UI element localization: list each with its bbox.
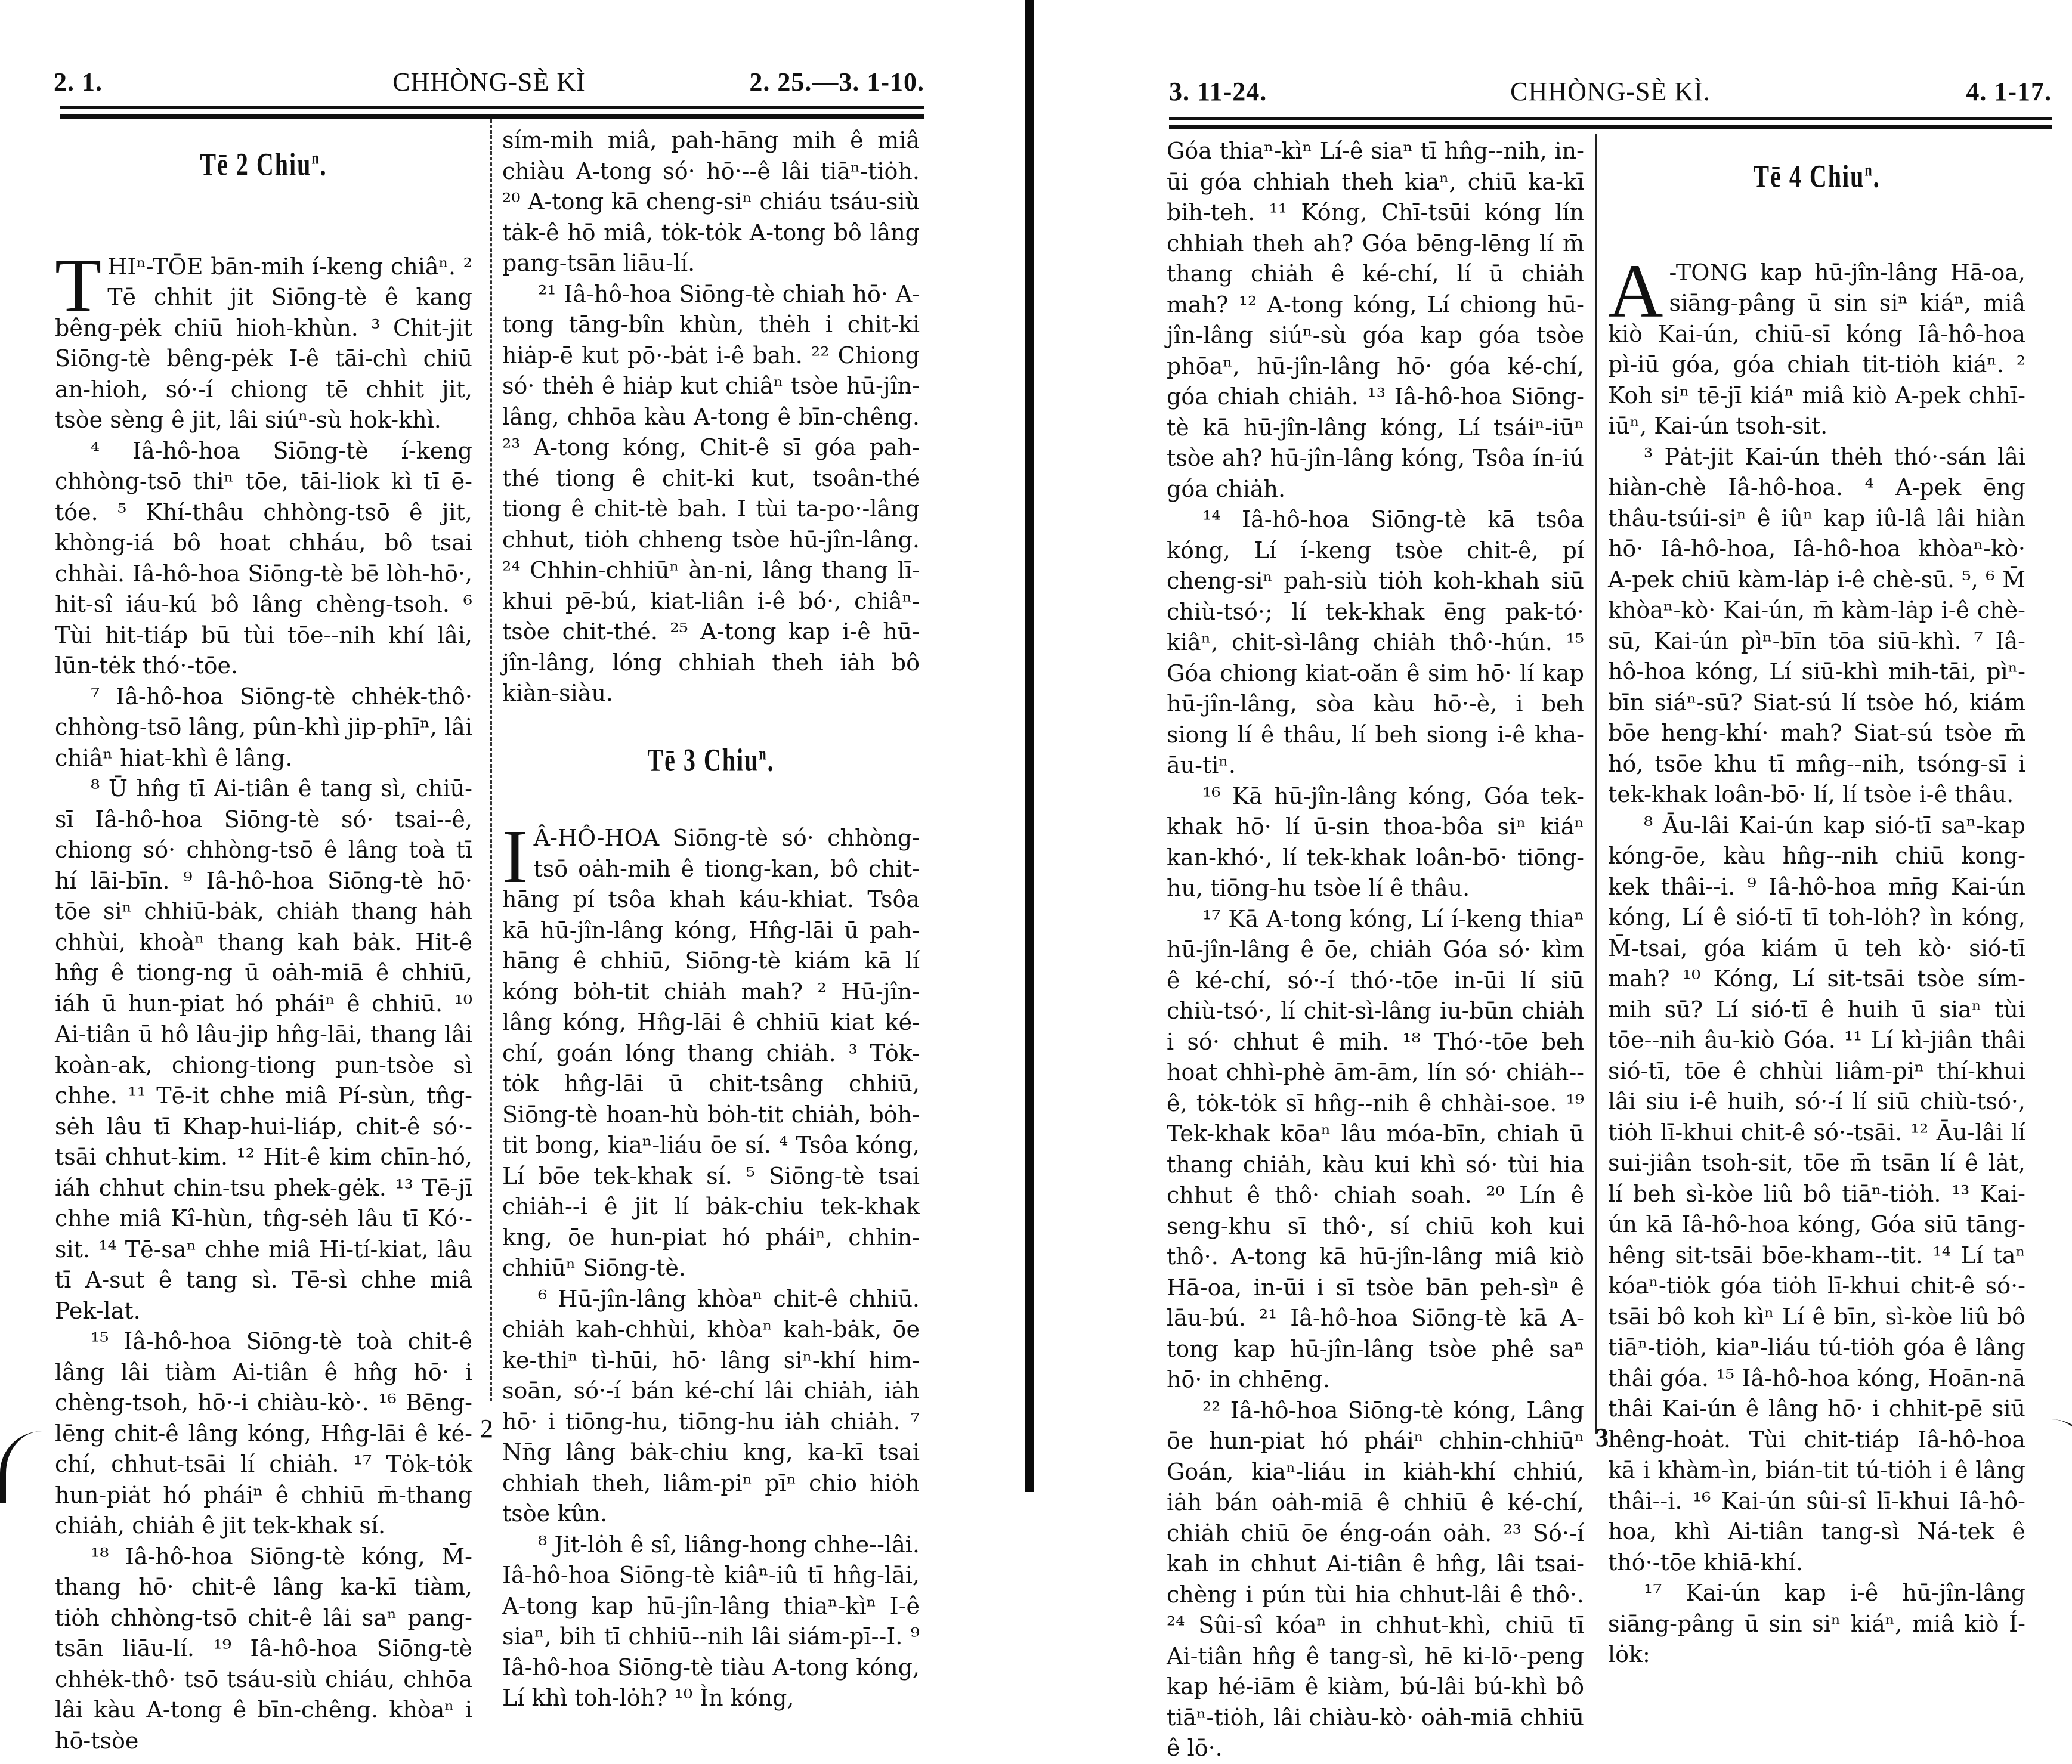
header-double-rule: [1169, 117, 2052, 130]
paragraph: ¹⁵ Iâ-hô-hoa Siōng-tè toà chit-ê lâng lâi tiàm Ai-tiân ê hn̂g hō· i chèng-tsoh, hō·-i chiàu-kò·. ¹⁶ Bēng-lēng chit-ê lâng kóng, Hn̂g-lāi ê ké-chí, chhut-tsāi lí chiȧh. ¹⁷ Tȯk-tȯk hun-piȧt hó pháiⁿ ê chhiū m̄-thang chiȧh, chiȧh ê jit tek-khak sí.: [55, 1328, 472, 1539]
header-book-title: CHHÒNG-SÈ KÌ.: [1510, 77, 1711, 106]
paragraph: ³ Pȧt-jit Kai-ún thėh thó·-sán lâi hiàn-chè Iâ-hô-hoa. ⁴ A-pek ēng thâu-tsúi-siⁿ ê iûⁿ kap iû-lâ lâi hiàn hō· Iâ-hô-hoa, Iâ-hô-hoa khòaⁿ-kò· A-pek chiū kàm-lȧp i-ê chè-sū. ⁵, ⁶ M̄ khòaⁿ-kò· Kai-ún, m̄ kàm-lȧp i-ê chè-sū, Kai-ún pìⁿ-bīn tōa siū-khì. ⁷ Iâ-hô-hoa kóng, Lí siū-khì mih-tāi, pìⁿ-bīn siáⁿ-sū? Siat-sú lí tsòe hó, kiám bōe heng-khí· mah? Siat-sú tsòe m̄ hó, tsōe khu tī mn̂g--nih, tsóng-sī i tek-khak loân-bō· lí, lí tsòe i-ê thâu.: [1608, 443, 2025, 807]
chapter-heading-3: Tē 3 Chiu$^n$.: [647, 741, 775, 778]
paragraph: ⁸ Āu-lâi Kai-ún kap sió-tī saⁿ-kap kóng-ōe, kàu hn̂g--nih chiū kong-kek thâi--i. ⁹ Iâ-hô-hoa mn̄g Kai-ún kóng, Lí ê sió-tī tī toh-lȯh? ìn kóng, M̄-tsai, góa kiám ū teh kò· sió-tī mah? ¹⁰ Kóng, Lí sit-tsāi tsòe sím-mih sū? Lí sió-tī ê huih ū siaⁿ tùi tōe--nih âu-kiò Góa. ¹¹ Lí kì-jiân thâi sió-tī, tōe ê chhùi liâm-piⁿ thí-khui lâi siu i-ê huih, só·-í lí siū chiù-tsó·, tiȯh lī-khui chit-ê só·-tsāi. ¹² Āu-lâi lí sui-jiân tsoh-sit, tōe m̄ tsān lí ê lȧt, lí beh sì-kòe liû bô tiāⁿ-tiȯh. ¹³ Kai-ún kā Iâ-hô-hoa kóng, Góa siū tāng-hêng sit-tsāi bōe-kham--tit. ¹⁴ Lí taⁿ kóaⁿ-tiȯk góa tiȯh lī-khui chit-ê só·-tsāi bô koh kìⁿ Lí ê bīn, sì-kòe liû bô tiāⁿ-tiȯh, kiaⁿ-liáu tú-tiȯh góa ê lâng thâi góa. ¹⁵ Iâ-hô-hoa kóng, Hoān-nā thâi Kai-ún ê lâng hō· i chhit-pē siū hêng-hoȧt. Tùi chit-tiáp Iâ-hô-hoa kā i khàm-ìn, bián-tit tú-tiȯh i ê lâng thâi--i. ¹⁶ Kai-ún sûi-sî lī-khui Iâ-hô-hoa, khì Ai-tiân tang-sì Ná-tek ê thó·-tōe khiā-khí.: [1608, 812, 2025, 1576]
paragraph: ¹⁴ Iâ-hô-hoa Siōng-tè kā tsôa kóng, Lí í-keng tsòe chit-ê, pí cheng-siⁿ pah-siù tiȯh koh-khah siū chiù-tsó·; lí tek-khak ēng pak-tó· kiâⁿ, chit-sì-lâng chiȧh thô·-hún. ¹⁵ Góa chiong kiat-oăn ê sim hō· lí kap hū-jîn-lâng, sòa kàu hō·-è, i beh siong lí ê thâu, lí beh siong i-ê kha-āu-tiⁿ.: [1167, 506, 1584, 778]
paragraph: sím-mih miâ, pah-hāng mih ê miâ chiàu A-tong só· hō·--ê lâi tiāⁿ-tiȯh. ²⁰ A-tong kā cheng-siⁿ chiáu tsáu-siù tȧk-ê hō miâ, tȯk-tȯk A-tong bô lâng pang-tsān liāu-lí.: [502, 127, 920, 276]
right-page-column-1: [1167, 136, 1584, 1764]
book-binding-gutter: [1025, 0, 1034, 1492]
header-left-reference: 2. 1.: [54, 67, 103, 97]
right-page: [1050, 0, 2072, 1761]
page-curl-shadow: [0, 1431, 42, 1503]
paragraph: ²² Iâ-hô-hoa Siōng-tè kóng, Lâng ōe hun-piat hó pháiⁿ chhin-chhiūⁿ Goán, kiaⁿ-liáu in kiȧh-khí chhiú, iȧh bán oȧh-miā ê chhiū ê ké-chí, chiȧh chiū ōe éng-oán oȧh. ²³ Só·-í kah in chhut Ai-tiân ê hn̂g, lâi tsai-chèng i pún tùi hia chhut-lâi ê thô·. ²⁴ Sûi-sî kóaⁿ in chhut-khì, chiū tī Ai-tiân hn̂g ê tang-sì, hē ki-lō·-peng kap hé-iām ê kiàm, bú-lâi bú-khì bô tiāⁿ-tiȯh, lâi chiàu-kò· oȧh-miā chhiū ê lō·.: [1167, 1397, 1584, 1761]
drop-cap: I: [502, 814, 528, 899]
paragraph: ¹⁸ Iâ-hô-hoa Siōng-tè kóng, M̄-thang hō· chit-ê lâng ka-kī tiàm, tiȯh chhòng-tsō chit-ê lâi saⁿ pang-tsān liāu-lí. ¹⁹ Iâ-hô-hoa Siōng-tè chhėk-thô· tsō tsáu-siù chiáu, chhōa lâi kàu A-tong ê bīn-chêng. khòaⁿ i hō-tsòe: [55, 1543, 472, 1754]
paragraph: ⁸ Jit-lȯh ê sî, liâng-hong chhe--lâi. Iâ-hô-hoa Siōng-tè kiâⁿ-iû tī hn̂g-lāi, A-tong kap hū-jîn-lâng thiaⁿ-kìⁿ I-ê siaⁿ, bih tī chhiū--nih lâi siám-pī--I. ⁹ Iâ-hô-hoa Siōng-tè tiàu A-tong kóng, Lí khì toh-lȯh? ¹⁰ Ìn kóng,: [502, 1531, 920, 1711]
paragraph: ⁸ Ū hn̂g tī Ai-tiân ê tang sì, chiū-sī Iâ-hô-hoa Siōng-tè só· tsai--ê, chiong só· chhòng-tsō ê lâng toà tī hí lāi-bīn. ⁹ Iâ-hô-hoa Siōng-tè hō· tōe siⁿ chhiū-bȧk, chiȧh thang hȧh chhùi, khoàⁿ thang kah bȧk. Hit-ê hn̂g ê tiong-ng ū oȧh-miā ê chhiū, iáh ū hun-piat hó pháiⁿ ê chhiū. ¹⁰ Ai-tiân ū hô lâu-jip hn̂g-lāi, thang lâi koàn-ak, chiong-tiong pun-tsòe sì chhe. ¹¹ Tē-it chhe miâ Pí-sùn, tn̂g-sėh lâu tī Khap-hui-liáp, chit-ê só·-tsāi chhut-kim. ¹² Hit-ê kim chīn-hó, iáh chhut chin-tsu phek-gėk. ¹³ Tē-jī chhe miâ Kî-hùn, tn̂g-sėh lâu tī Kó·-sit. ¹⁴ Tē-saⁿ chhe miâ Hi-tí-kiat, lâu tī A-sut ê tang sì. Tē-sì chhe miâ Pek-lat.: [55, 775, 472, 1324]
paragraph: ⁴ Iâ-hô-hoa Siōng-tè í-keng chhòng-tsō thiⁿ tōe, tāi-liok kì tī ē-tóe. ⁵ Khí-thâu chhòng-tsō ê jit, khòng-iá bô hoat chháu, bô tsai chhài. Iâ-hô-hoa Siōng-tè bē lòh-hō·, hit-sî iáu-kú bô lâng chèng-tsoh. ⁶ Tùi hit-tiáp bū tùi tōe--nih khí lâi, lūn-tėk thó·-tōe.: [55, 437, 472, 679]
running-head: [54, 67, 924, 109]
header-right-reference: 4. 1-17.: [1966, 77, 2052, 106]
column-divider: [490, 119, 492, 1401]
paragraph: A -TONG kap hū-jîn-lâng Hā-oa, siāng-pâng ū sin siⁿ kiáⁿ, miâ kiò Kai-ún, chiū-sī kóng Iâ-hô-hoa pì-iū góa, góa chiah tit-tiȯh kiáⁿ. ² Koh siⁿ tē-jī kiáⁿ miâ kiò A-pek chhī-iūⁿ, Kai-ún tsoh-sit.: [1608, 248, 2025, 439]
drop-cap: A: [1608, 248, 1663, 333]
chapter-heading-2: Tē 2 Chiu$^n$.: [200, 146, 327, 182]
chapter-heading-4: Tē 4 Chiu$^n$.: [1753, 158, 1881, 194]
page-number: 2: [480, 1414, 493, 1443]
left-page: [0, 0, 1014, 1754]
paragraph: ⁶ Hū-jîn-lâng khòaⁿ chit-ê chhiū. chiȧh kah-chhùi, khòaⁿ kah-bȧk, ōe ke-thiⁿ tì-hūi, hō· lâng siⁿ-khí him-soān, só·-í bán ké-chí lâi chiȧh, iȧh hō· i tiōng-hu, tiōng-hu iȧh chiȧh. ⁷ Nn̄g lâng bȧk-chiu kng, ka-kī tsai chhiah theh, liâm-piⁿ pīⁿ chio hiȯh tsòe kûn.: [502, 1285, 920, 1527]
left-page-column-2: [502, 125, 920, 1714]
column-divider: [1595, 134, 1597, 1434]
page-number: 3: [1595, 1423, 1609, 1452]
header-book-title: CHHÒNG-SÈ KÌ: [392, 67, 586, 97]
paragraph: ¹⁶ Kā hū-jîn-lâng kóng, Góa tek-khak hō· lí ū-sin thoa-bôa siⁿ kiáⁿ kan-khó·, lí tek-khak loân-bō· tiōng-hu, tiōng-hu tsòe lí ê thâu.: [1167, 782, 1584, 901]
header-double-rule: [60, 106, 924, 119]
paragraph: Góa thiaⁿ-kìⁿ Lí-ê siaⁿ tī hn̂g--nih, in-ūi góa chhiah theh kiaⁿ, chiū ka-kī bih-teh. ¹¹ Kóng, Chī-tsūi kóng lín chhiah theh ah? Góa bēng-lēng lí m̄ thang chiȧh ê ké-chí, lí ū chiȧh mah? ¹² A-tong kóng, Lí chiong hū-jîn-lâng siúⁿ-sù góa kap góa tsòe phōaⁿ, hū-jîn-lâng hō· góa ké-chí, góa chiah chiȧh. ¹³ Iâ-hô-hoa Siōng-tè kā hū-jîn-lâng kóng, Lí tsáiⁿ-iūⁿ tsòe ah? hū-jîn-lâng kóng, Tsôa ín-iú góa chiȧh.: [1167, 138, 1584, 502]
page-curl-shadow: [2052, 1419, 2072, 1491]
paragraph: THIⁿ-TŌE bān-mih í-keng chiâⁿ. ² Tē chhit jit Siōng-tè ê kang bêng-pėk chiū hioh-khùn. ³ Chit-jit Siōng-tè bêng-pėk I-ê tāi-chì chiū an-hioh, só·-í chiong tē chhit jit, tsòe sèng ê jit, lâi siúⁿ-sù hok-khì.: [55, 242, 472, 433]
paragraph: ²¹ Iâ-hô-hoa Siōng-tè chiah hō· A-tong tāng-bîn khùn, thėh i chit-ki hiȧp-ē kut pō·-bȧt i-ê bah. ²² Chiong só· thėh ê hiȧp kut chiâⁿ tsòe hū-jîn-lâng, chhōa kàu A-tong ê bīn-chêng. ²³ A-tong kóng, Chit-ê sī góa pah-thé tiong ê chit-ki kut, tsoân-thé tiong ê chit-tè bah. I tùi ta-po·-lâng chhut, tiȯh chheng tsòe hū-jîn-lâng. ²⁴ Chhin-chhiūⁿ àn-ni, lâng thang lī-khui pē-bú, kiat-liân i-ê bó·, chiâⁿ-tsòe chit-thé. ²⁵ A-tong kap i-ê hū-jîn-lâng, lóng chhiah theh iȧh bô kiàn-siàu.: [502, 280, 920, 706]
left-page-column-1: [55, 131, 472, 1756]
header-right-reference: 2. 25.—3. 1-10.: [749, 67, 924, 97]
header-left-reference: 3. 11-24.: [1169, 77, 1267, 106]
paragraph: ¹⁷ Kā A-tong kóng, Lí í-keng thiaⁿ hū-jîn-lâng ê ōe, chiȧh Góa só· kìm ê ké-chí, só·-í thó·-tōe in-ūi lí siū chiù-tsó·, lí chit-sì-lâng iu-būn chiȧh i só· chhut ê mih. ¹⁸ Thó·-tōe beh hoat chhì-phè ām-ām, lín só· chiȧh--ê, tȯk-tȯk sī hn̂g--nih ê chhài-soe. ¹⁹ Tek-khak kōaⁿ lâu móa-bīn, chiah ū thang chiȧh, kàu kui khì só· tùi hia chhut ê thô· chiah soah. ²⁰ Lín ê seng-khu sī thô·, sí chiū koh kui thô·. A-tong kā hū-jîn-lâng miâ kiò Hā-oa, in-ūi i sī tsòe bān peh-sìⁿ ê lāu-bú. ²¹ Iâ-hô-hoa Siōng-tè kā A-tong kap hū-jîn-lâng tsòe phê saⁿ hō· in chhēng.: [1167, 905, 1584, 1392]
paragraph: I Â-HÔ-HOA Siōng-tè só· chhòng-tsō oȧh-mih ê tiong-kan, bô chit-hāng pí tsôa khah káu-khiat. Tsôa kā hū-jîn-lâng kóng, Hn̂g-lāi ū pah-hāng ê chhiū, Siōng-tè kiám kā lí kóng bȯh-tit chiȧh mah? ² Hū-jîn-lâng kóng, Hn̂g-lāi ê chhiū kiat ké-chí, goán lóng thang chiȧh. ³ Tȯk-tȯk hn̂g-lāi ū chit-tsâng chhiū, Siōng-tè hoan-hù bȯh-tit chiȧh, bȯh-tit bong, kiaⁿ-liáu ōe sí. ⁴ Tsôa kóng, Lí bōe tek-khak sí. ⁵ Siōng-tè tsai chiȧh--i ê jit lí bȧk-chiu tek-khak kng, ōe hun-piat hó pháiⁿ, chhin-chhiūⁿ Siōng-tè.: [502, 814, 920, 1281]
paragraph: ¹⁷ Kai-ún kap i-ê hū-jîn-lâng siāng-pâng ū sin siⁿ kiáⁿ, miâ kiò Í-lȯk:: [1608, 1580, 2025, 1667]
paragraph: ⁷ Iâ-hô-hoa Siōng-tè chhėk-thô· chhòng-tsō lâng, pûn-khì jip-phīⁿ, lâi chiâⁿ hiat-khì ê lâng.: [55, 683, 472, 771]
right-page-column-2: [1608, 137, 2025, 1670]
running-head: [1169, 76, 2052, 118]
drop-cap: T: [55, 242, 102, 327]
